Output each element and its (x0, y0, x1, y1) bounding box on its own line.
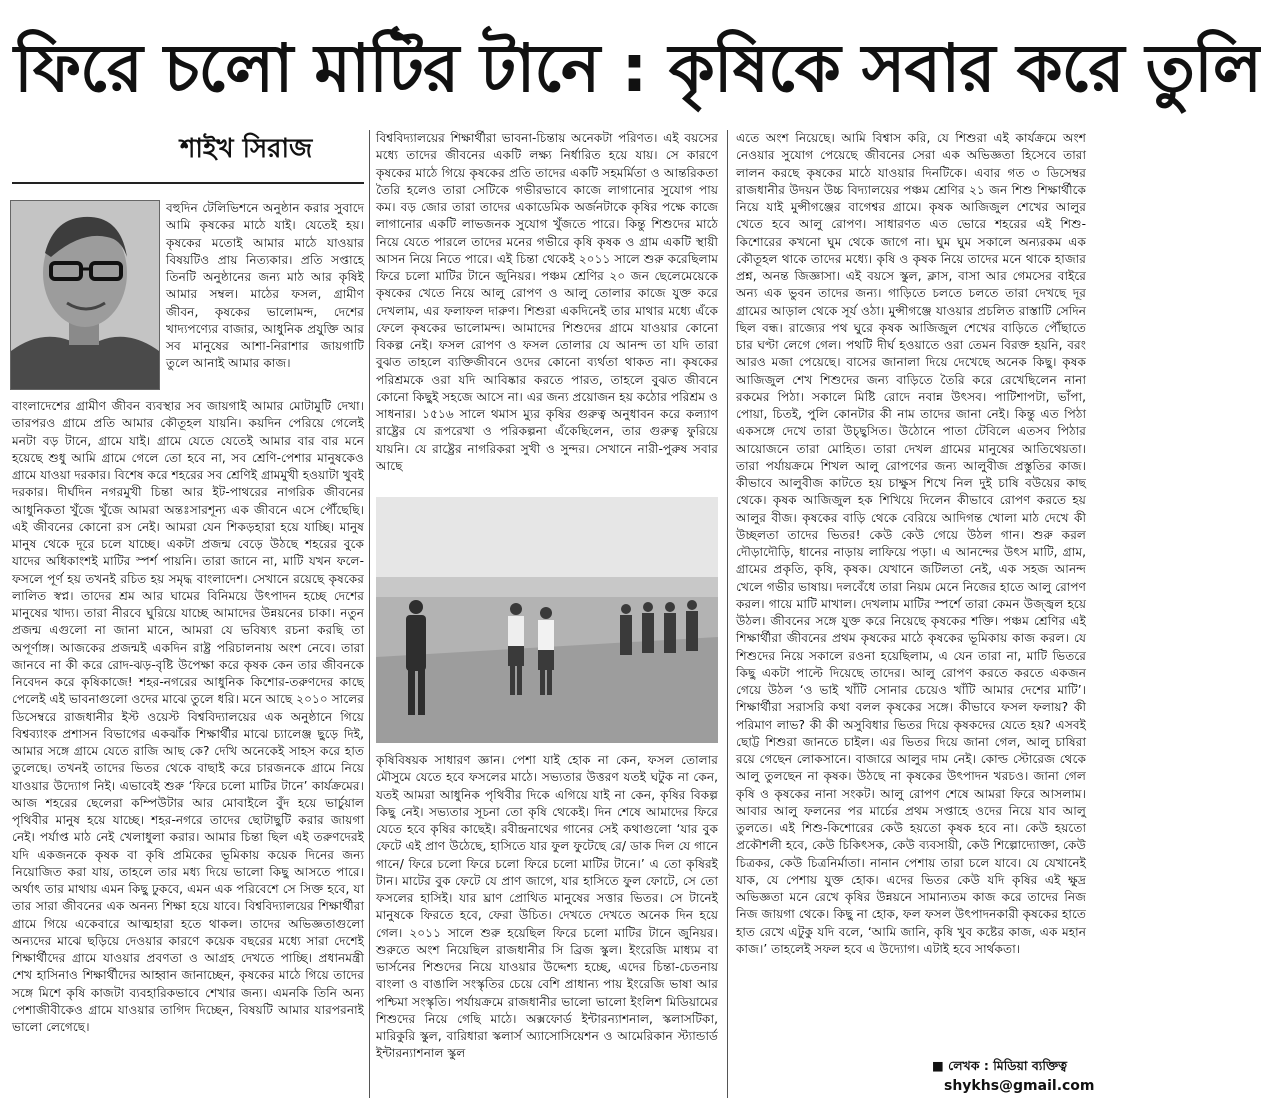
paragraph: বিশ্ববিদ্যালয়ের শিক্ষার্থীরা ভাবনা-চিন্তায় অনেকটা পরিণত। এই বয়সের মধ্যে তাদের জীবনের একটি লক্ষ্য নির্ধারিত হয়ে যায়। সে কারণে কৃষকের মাঠে গিয়ে কৃষকের প্রতি তাদের একটি সহমর্মিতা ও আন্তরিকতা তৈরি হলেও তারা সেটিকে গভীরভাবে কাজে লাগানোর সুযোগ পায় কম। বড় জোর তারা তাদের একাডেমিক অর্জনটাকে কৃষির পক্ষে কাজে লাগানোর একটি লাভজনক সুযোগ খুঁজতে পারে। কিন্তু শিশুদের মাঠে নিয়ে যেতে পারলে তাদের মনের গভীরে কৃষি কৃষক ও গ্রাম একটি স্থায়ী আসন নিয়ে নিতে পারে। এই চিন্তা থেকেই ২০১১ সালে শুরু করেছিলাম ফিরে চলো মাটির টানে জুনিয়র। পঞ্চম শ্রেণির ২০ জন ছেলেমেয়েকে কৃষকের খেতে নিয়ে আলু রোপণ ও আলু তোলার কাজে যুক্ত করে দেখলাম, এর ফলাফল দারুণ। শিশুরা একদিনেই তার মাথার মধ্যে এঁকে ফেলে কৃষকের ভালোমন্দ। আমাদের শিশুদের গ্রামে যাওয়ার কোনো বিকল্প নেই। ফসল রোপণ ও ফসল তোলার যে আনন্দ তা যদি তারা বুঝত তাহলে ব্যক্তিজীবনে ওদের কোনো ব্যর্থতা থাকত না। কৃষকের পরিশ্রমকে ওরা যদি আবিষ্কার করতে পারত, তাহলে বুঝত জীবনে কোনো কিছুই সহজে আসে না। এর জন্য প্রয়োজন হয় কঠোর পরিশ্রম ও সাধনার। ১৫১৬ সালে থমাস ম্যুর কৃষির গুরুত্ব অনুধাবন করে কল্যাণ রাষ্ট্রের যে রূপরেখা ও পরিকল্পনা এঁকেছিলেন, তার গুরুত্ব ফুরিয়ে যায়নি। যে রাষ্ট্রের নাগরিকরা সুখী ও সুন্দর। সেখানে নারী-পুরুষ সবার আছে (376, 131, 718, 473)
paragraph: বহুদিন টেলিভিশনে অনুষ্ঠান করার সুবাদে আমি কৃষকের মাঠে যাই। যেতেই হয়। কৃষকের মতোই আমার মাঠে যাওয়ার বিষয়টিও প্রায় নিত্যকার। প্রতি সপ্তাহে তিনটি অনুষ্ঠানের জন্য মাঠ আর কৃষিই আমার সম্বল। মাঠের ফসল, গ্রামীণ জীবন, কৃষকের ভালোমন্দ, দেশের খাদ্যপণ্যের বাজার, আধুনিক প্রযুক্তি আর সব মানুষের আশা-নিরাশার জায়গাটি তুলে আনাই আমার কাজ। (166, 201, 364, 371)
column-2-text-bottom (376, 752, 718, 1092)
column-divider (369, 130, 370, 1098)
author-photo (10, 200, 160, 390)
paragraph: কৃষিবিষয়ক সাধারণ জ্ঞান। পেশা যাই হোক না কেন, ফসল তোলার মৌসুমে যেতে হবে ফসলের মাঠে। সভ্যতার উত্তরণ যতই ঘটুক না কেন, যতই আমরা আধুনিক পৃথিবীর দিকে এগিয়ে যাই না কেন, কৃষির বিকল্প কিছু নেই। সভ্যতার সূচনা তো কৃষি থেকেই। দিন শেষে আমাদের ফিরে যেতে হবে কৃষির কাছেই। রবীন্দ্রনাথের গানের সেই কথাগুলো ‘যার বুক ফেটে এই প্রাণ উঠেছে, হাসিতে যার ফুল ফুটেছে রে/ ডাক দিল যে গানে গানে/ ফিরে চলো ফিরে চলো ফিরে চলো মাটির টানে।’ এ তো কৃষিরই টান। মাটের বুক ফেটে যে প্রাণ জাগে, যার হাসিতে ফুল ফোটে, সে তো ফসলের হাসিই। যার ঘ্রাণ প্রোথিত মানুষের সত্তার ভিতর। সে টানেই মানুষকে ফিরতে হবে, ফেরা উচিত। দেখতে দেখতে অনেক দিন হয়ে গেল। ২০১১ সালে শুরু হয়েছিল ফিরে চলো মাটির টানে জুনিয়র। শুরুতে অংশ নিয়েছিল রাজধানীর সি ব্রিজ স্কুল। ইংরেজি মাধ্যম বা ভার্সনের শিশুদের নিয়ে যাওয়ার উদ্দেশ্য হচ্ছে, এদের চিন্তা-চেতনায় বাংলা ও বাঙালি সংস্কৃতির চেয়ে বেশি প্রাধান্য পায় ইংরেজি ভাষা আর পশ্চিমা সংস্কৃতি। পর্যায়ক্রমে রাজধানীর ভালো ভালো ইংলিশ মিডিয়ামের শিশুদের নিয়ে গেছি মাঠে। অক্সফোর্ড ইন্টারন্যাশনাল, স্কলাসটিকা, মারিকুরি স্কুল, বারিধারা স্কলার্স অ্যাসোসিয়েশন ও আমেরিকান স্ট্যান্ডার্ড ইন্টারন্যাশনাল স্কুল (376, 753, 718, 1061)
headline: ফিরে চলো মাটির টানে : কৃষিকে সবার করে তুলি (14, 30, 1261, 107)
column-3-text (736, 130, 1086, 1054)
column-1-text (12, 398, 364, 1092)
paragraph: বাংলাদেশের গ্রামীণ জীবন ব্যবস্থার সব জায়গাই আমার মোটামুটি দেখা। তারপরও গ্রামে প্রতি আমার কৌতূহল যায়নি। কয়দিন পেরিয়ে গেলেই মনটা বড় টানে, গ্রামে যাই। গ্রামে যেতে যেতেই আমার বার বার মনে হয়েছে শুধু আমি গ্রামে গেলে তো হবে না, সব শ্রেণি-পেশার মানুষকেও গ্রামে যাওয়া দরকার। বিশেষ করে শহরের সব শ্রেণিই গ্রামমুখী হওয়াটা খুবই দরকার। দীর্ঘদিন নগরমুখী চিন্তা আর ইট-পাথরের নাগরিক জীবনের আধুনিকতা খুঁজে খুঁজে আমরা অন্তঃসারশূন্য এক জীবনে এসে পৌঁছেছি। এই জীবনের কোনো রস নেই। আমরা যেন শিকড়হারা হয়ে যাচ্ছি। মানুষ মানুষ থেকে দূরে চলে যাচ্ছে। একটা প্রজন্ম বেড়ে উঠছে শহরের বুকে যাদের অধিকাংশই মাটির স্পর্শ পায়নি। তারা জানে না, মাটি যখন ফলে-ফসলে পূর্ণ হয় তখনই রচিত হয় সমৃদ্ধ বাংলাদেশ। সেখানে রয়েছে কৃষকের লালিত স্বপ্ন। তাদের শ্রম আর ঘামের বিনিময়ে উৎপাদন হচ্ছে দেশের মানুষের খাদ্য। তারা নীরবে ঘুরিয়ে যাচ্ছে আমাদের উন্নয়নের চাকা। নতুন প্রজন্ম এগুলো না জানা মানে, আমরা যে ভবিষ্যৎ রচনা করছি তা অপূর্ণাঙ্গ। আজকের প্রজন্মই একদিন রাষ্ট্র পরিচালনায় অংশ নেবে। তারা জানবে না কী করে রোদ-ঝড়-বৃষ্টি উপেক্ষা করে কৃষক কেন তার জীবনকে নিবেদন করে কৃষিকাজে! শহর-নগরের আধুনিক কিশোর-তরুণদের কাছে পেলেই এই ভাবনাগুলো ওদের মাঝে তুলে ধরি। মনে আছে ২০১০ সালের ডিসেম্বরে রাজধানীর ইস্ট ওয়েস্ট বিশ্ববিদ্যালয়ের এক অনুষ্ঠানে গিয়ে বিশ্বব্যাংক প্রশাসন বিভাগের একঝাঁক শিক্ষার্থীর মাঝে চ্যালেঞ্জ ছুড়ে দিই, আমার সঙ্গে গ্রামে যেতে রাজি আছ কে? দেখি অনেকেই সাহস করে হাত তুলেছে। তখনই তাদের ভিতর থেকে বাছাই করে চারজনকে গ্রামে নিয়ে যাওয়ার উদ্যোগ নিই। এভাবেই শুরু ‘ফিরে চলো মাটির টানে’ কার্যক্রমের। আজ শহরের ছেলেরা কম্পিউটার আর মোবাইলে বুঁদ হয়ে ভার্চুয়াল পৃথিবীর মানুষ হয়ে যাচ্ছে। শহর-নগরে তাদের ছোটাছুটি করার জায়গা নেই। পর্যাপ্ত মাঠ নেই খেলাধুলা করার। আমার চিন্তা ছিল এই তরুণদেরই যদি একজনকে কৃষক বা কৃষি প্রমিকের ভূমিকায় কয়েক দিনের জন্য নিয়োজিত করা যায়, তাহলে তার মধ্য দিয়ে ভালো কিছু আসতে পারে। অর্থাৎ তার মাথায় এমন কিছু ঢুকবে, এমন এক পরিবেশে সে সিক্ত হবে, যা তার সারা জীবনের এক অনন্য শিক্ষা হয়ে যাবে। বিশ্ববিদ্যালয়ের শিক্ষার্থীরা গ্রামে গিয়ে একেবারে আত্মহারা হতে থাকল। তাদের অভিজ্ঞতাগুলো অন্যদের মাঝে ছড়িয়ে দেওয়ার কারণে কয়েক বছরের মধ্যে সারা দেশেই শিক্ষার্থীদের গ্রামে যাওয়ার প্রবণতা ও আগ্রহ দেখতে পাচ্ছি। প্রধানমন্ত্রী শেখ হাসিনাও শিক্ষার্থীদের আহ্বান জানাচ্ছেন, কৃষকের মাঠে গিয়ে তাদের সঙ্গে মিশে কৃষি কাজটা ব্যবহারিকভাবে শেখার জন্য। এমনকি তিনি অন্য পেশাজীবীকেও গ্রামে যাওয়ার তাগিদ দিচ্ছেন, বিষয়টি আমার যারপরনাই ভালো লেগেছে। (12, 399, 364, 1034)
author-note: ■ লেখক : মিডিয়া ব্যক্তিত্ব (932, 1058, 1068, 1073)
column-divider (727, 130, 728, 1098)
author-email: shykhs@gmail.com (944, 1078, 1095, 1094)
field-photo (376, 497, 718, 743)
column-2-text-top (376, 130, 718, 490)
author-portrait-icon (11, 201, 159, 389)
column-1-wrap-text (166, 200, 364, 395)
children-in-field-illustration (376, 497, 718, 743)
author-rule (12, 182, 364, 184)
paragraph: এতে অংশ নিয়েছে। আমি বিশ্বাস করি, যে শিশুরা এই কার্যক্রমে অংশ নেওয়ার সুযোগ পেয়েছে জীবনের সেরা এক অভিজ্ঞতা হিসেবে তারা লালন করছে কৃষকের মাঠে যাওয়ার দিনটিকে। এবার গত ৩ ডিসেম্বর রাজধানীর উদয়ন উচ্চ বিদ্যালয়ের পঞ্চম শ্রেণির ২১ জন শিশু শিক্ষার্থীকে নিয়ে যাই মুন্সীগঞ্জের বাগেশ্বর গ্রামে। কৃষক আজিজুল শেখের আলুর খেতে হবে আলু রোপণ। সাধারণত এত ভোরে শহরের এই শিশু-কিশোরের কখনো ঘুম থেকে জাগে না। ঘুম ঘুম সকালে অন্যরকম এক কৌতূহল থাকে তাদের মধ্যে। কৃষি ও কৃষক নিয়ে তাদের মনে থাকে হাজার প্রশ্ন, অনন্ত জিজ্ঞাসা। এই বয়সে স্কুল, ক্লাস, বাসা আর গেমসের বাইরে অন্য এক ভুবন তাদের জন্য। গাড়িতে চলতে চলতে তারা দেখছে দূর গ্রামের আড়াল থেকে সূর্য ওঠা। মুন্সীগঞ্জে যাওয়ার প্রচলিত রাস্তাটি সেদিন ছিল বন্ধ। রাজ্যের পথ ঘুরে কৃষক আজিজুল শেখের বাড়িতে পৌঁছাতে চার ঘণ্টা লেগে গেল। পথটি দীর্ঘ হওয়াতে ওরা তেমন বিরক্ত হয়নি, বরং আরও মজা পেয়েছে। বাসের জানালা দিয়ে দেখেছে অনেক কিছু। কৃষক আজিজুল শেখ শিশুদের জন্য বাড়িতে তৈরি করে রেখেছিলেন নানা রকমের পিঠা। সকালে মিষ্টি রোদে নবান্ন উৎসব। পাটিশাপটা, ভাঁপা, পোয়া, চিতই, পুলি কোনটার কী নাম তাদের জানা নেই। কিন্তু এত পিঠা একসঙ্গে দেখে তারা উচ্ছ্বসিত। উঠোনে পাতা টেবিলে এতসব পিঠার আয়োজনে তারা মোহিত। তারা দেখল গ্রামের মানুষের আতিথেয়তা। তারা পর্যায়ক্রমে শিখল আলু রোপণের জন্য আলুবীজ প্রস্তুতির কাজ। কীভাবে আলুবীজ কাটতে হয় চাক্ষুস শিখে নিল দুই চাষি বউয়ের কাছ থেকে। কৃষক আজিজুল হক শিখিয়ে দিলেন কীভাবে রোপণ করতে হয় আলুর বীজ। কৃষকের বাড়ি থেকে বেরিয়ে আদিগন্ত খোলা মাঠ দেখে কী উচ্ছলতা তাদের ভিতর! কেউ কেউ গেয়ে উঠল গান। শুরু করল দৌড়াদৌড়ি, ধানের নাড়ায় লাফিয়ে পড়া। এ আনন্দের উৎস মাটি, গ্রাম, গ্রামের প্রকৃতি, কৃষি, কৃষক। যেখানে জটিলতা নেই, এক সহজ আনন্দ খেলে গভীর ভাষায়। দলবেঁধে তারা নিয়ম মেনে নিজের হাতে আলু রোপণ করল। গায়ে মাটি মাখাল। দেখলাম মাটির স্পর্শে তারা কেমন উজ্জ্বল হয়ে উঠল। জীবনের সঙ্গে যুক্ত করে নিয়েছে কৃষকের শক্তি। পঞ্চম শ্রেণির এই শিক্ষার্থীরা জীবনের প্রথম কৃষকের মাঠে কৃষকের ভূমিকায় কাজ করল। যে শিশুদের নিয়ে সকালে রওনা হয়েছিলাম, এ যেন তারা না, মাটি ভিতরে কিছু একটা পাল্টে দিয়েছে তাদের। আলু রোপণ করতে করতে একজন গেয়ে উঠল ‘ও ভাই খাঁটি সোনার চেয়েও খাঁটি আমার দেশের মাটি’। শিক্ষার্থীরা সরাসরি কথা বলল কৃষকের সঙ্গে। কীভাবে ফসল ফলায়? কী পরিমাণ লাভ? কী কী অসুবিধার ভিতর দিয়ে কৃষকদের যেতে হয়? এসবই ছোট্ট শিশুরা জানতে চাইল। এর ভিতর দিয়ে জানা গেল, আলু চাষিরা রয়ে গেছেন লোকসানে। বাজারে আলুর দাম নেই। কোল্ড স্টোরেজ থেকে আলু তুলছেন না কৃষক। উঠছে না কৃষকের উৎপাদন খরচও। জানা গেল কৃষি ও কৃষকের নানা সংকট। আলু রোপণ শেষে আমরা ফিরে আসলাম। আবার আলু ফলনের পর মার্চের প্রথম সপ্তাহে ওদের নিয়ে যাব আলু তুলতে। এই শিশু-কিশোরের কেউ হয়তো কৃষক হবে না। কেউ হয়তো প্রকৌশলী হবে, কেউ চিকিৎসক, কেউ ব্যবসায়ী, কেউ শিল্পোদ্যোক্তা, কেউ চিত্রকর, কেউ চিত্রনির্মাতা। নানান পেশায় তারা চলে যাবে। যে যেখানেই যাক, যে পেশায় যুক্ত হোক। এদের ভিতর কেউ যদি কৃষির এই ক্ষুদ্র অভিজ্ঞতা মনে রেখে কৃষির উন্নয়নে সামান্যতম কাজ করে তাদের নিজ নিজ জায়গা থেকে। কিছু না হোক, ফল ফসল উৎপাদনকারী কৃষকের হাতে হাত রেখে এটুকু যদি বলে, ‘আমি জানি, কৃষি খুব কষ্টের কাজ, এক মহান কাজ।’ তাহলেই সফল হবে এ উদ্যোগ। এটাই হবে সার্থকতা। (736, 131, 1086, 956)
author-byline: শাইখ সিরাজ (180, 134, 313, 164)
